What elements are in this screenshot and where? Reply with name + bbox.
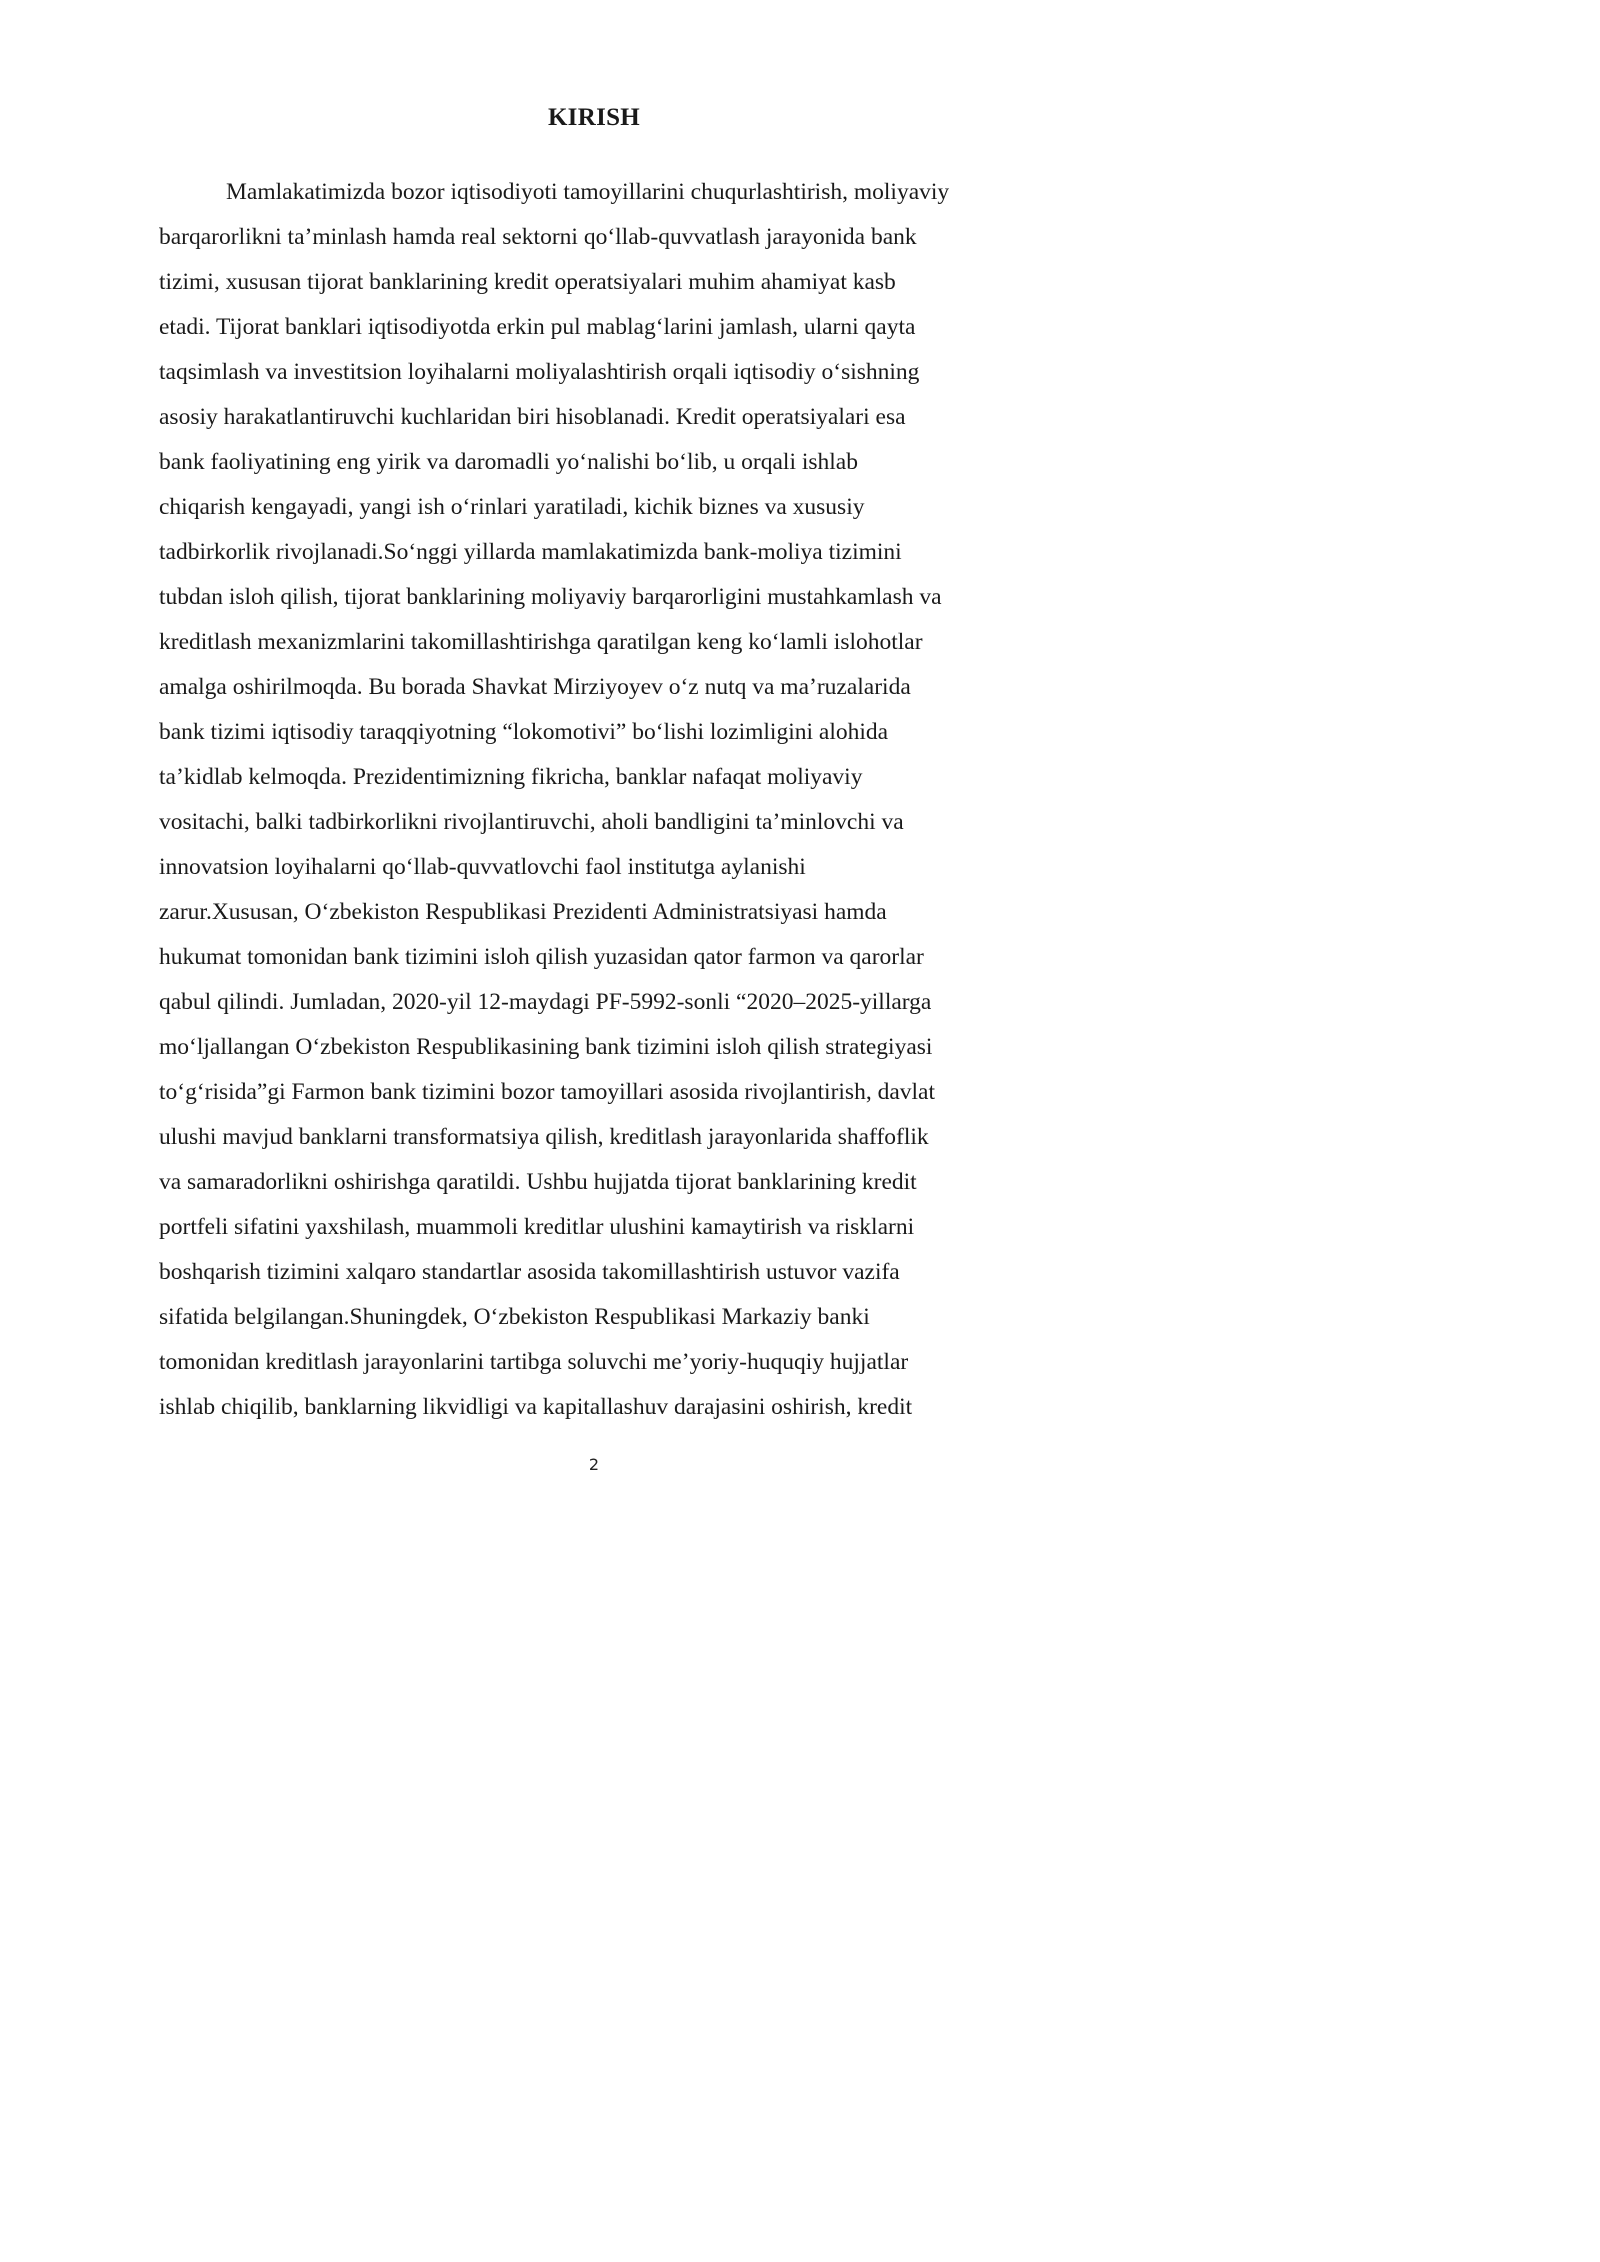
document-page: [0, 0, 1103, 1561]
text-line: tubdan isloh qilish, tijorat banklarining moliyaviy barqarorligini mustahkamlash va: [159, 584, 942, 610]
text-line: zarur.Xususan, O‘zbekiston Respublikasi Prezidenti Administratsiyasi hamda: [159, 899, 887, 925]
text-line: mo‘ljallangan O‘zbekiston Respublikasining bank tizimini isloh qilish strategiyasi: [159, 1034, 933, 1060]
text-line: tadbirkorlik rivojlanadi.So‘nggi yillarda mamlakatimizda bank-moliya tizimini: [159, 539, 902, 565]
text-line: innovatsion loyihalarni qo‘llab-quvvatlovchi faol institutga aylanishi: [159, 854, 806, 880]
text-line: ta’kidlab kelmoqda. Prezidentimizning fikricha, banklar nafaqat moliyaviy: [159, 764, 863, 790]
text-line: kreditlash mexanizmlarini takomillashtirishga qaratilgan keng ko‘lamli islohotlar: [159, 629, 923, 655]
text-line: amalga oshirilmoqda. Bu borada Shavkat Mirziyoyev o‘z nutq va ma’ruzalarida: [159, 674, 911, 700]
text-line: tomonidan kreditlash jarayonlarini tartibga soluvchi me’yoriy-huquqiy hujjatlar: [159, 1349, 909, 1375]
text-line: boshqarish tizimini xalqaro standartlar asosida takomillashtirish ustuvor vazifa: [159, 1259, 900, 1285]
text-line: barqarorlikni ta’minlash hamda real sektorni qo‘llab-quvvatlash jarayonida bank: [159, 224, 917, 250]
text-line: vositachi, balki tadbirkorlikni rivojlantiruvchi, aholi bandligini ta’minlovchi va: [159, 809, 904, 835]
text-line: bank faoliyatining eng yirik va daromadli yo‘nalishi bo‘lib, u orqali ishlab: [159, 449, 858, 475]
text-line: to‘g‘risida”gi Farmon bank tizimini bozor tamoyillari asosida rivojlantirish, davlat: [159, 1079, 935, 1105]
text-line: chiqarish kengayadi, yangi ish o‘rinlari yaratiladi, kichik biznes va xususiy: [159, 494, 865, 520]
text-line: etadi. Tijorat banklari iqtisodiyotda erkin pul mablag‘larini jamlash, ularni qayta: [159, 314, 916, 340]
text-line: asosiy harakatlantiruvchi kuchlaridan biri hisoblanadi. Kredit operatsiyalari esa: [159, 404, 906, 430]
text-line: tizimi, xususan tijorat banklarining kredit operatsiyalari muhim ahamiyat kasb: [159, 269, 896, 295]
page-heading: KIRISH: [547, 104, 641, 131]
text-line: va samaradorlikni oshirishga qaratildi. Ushbu hujjatda tijorat banklarining kredit: [159, 1169, 917, 1195]
text-line: ulushi mavjud banklarni transformatsiya qilish, kreditlash jarayonlarida shaffoflik: [159, 1124, 929, 1150]
text-line: sifatida belgilangan.Shuningdek, O‘zbekiston Respublikasi Markaziy banki: [159, 1304, 870, 1330]
text-line: portfeli sifatini yaxshilash, muammoli kreditlar ulushini kamaytirish va risklarni: [159, 1214, 915, 1240]
text-line: bank tizimi iqtisodiy taraqqiyotning “lokomotivi” bo‘lishi lozimligini alohida: [159, 719, 889, 745]
text-line: Mamlakatimizda bozor iqtisodiyoti tamoyillarini chuqurlashtirish, moliyaviy: [226, 179, 950, 205]
text-line: qabul qilindi. Jumladan, 2020-yil 12-maydagi PF-5992-sonli “2020–2025-yillarga: [159, 989, 932, 1015]
body-paragraph: [159, 170, 1029, 1430]
text-line: hukumat tomonidan bank tizimini isloh qilish yuzasidan qator farmon va qarorlar: [159, 944, 924, 970]
text-line: taqsimlash va investitsion loyihalarni moliyalashtirish orqali iqtisodiy o‘sishning: [159, 359, 920, 385]
text-line: ishlab chiqilib, banklarning likvidligi va kapitallashuv darajasini oshirish, kredit: [159, 1394, 913, 1420]
page-number: 2: [588, 1455, 600, 1474]
